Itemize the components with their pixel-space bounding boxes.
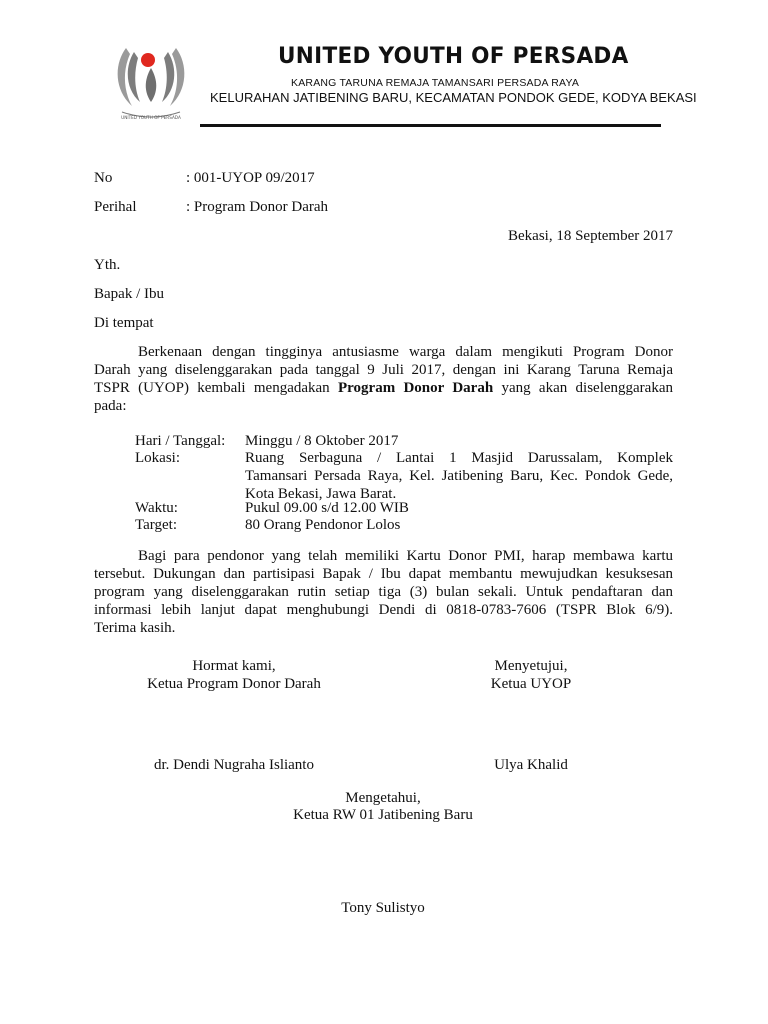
paragraph-line: Berkenaan dengan tingginya antusiasme warga dalam mengikuti Program Donor — [138, 344, 673, 360]
left-sign-title: Ketua Program Donor Darah — [147, 676, 321, 692]
org-address: KELURAHAN JATIBENING BARU, KECAMATAN PONDOK GEDE, KODYA BEKASI — [210, 90, 697, 105]
detail-value-target: 80 Orang Pendonor Lolos — [245, 517, 401, 533]
bottom-sign-name: Tony Sulistyo — [341, 900, 425, 916]
left-sign-name: dr. Dendi Nugraha Islianto — [154, 757, 314, 773]
location-line: Ruang Serbaguna / Lantai 1 Masjid Darussalam, Komplek — [245, 450, 673, 466]
org-name: UNITED YOUTH OF PERSADA — [278, 44, 629, 69]
logo-emblem-icon — [108, 40, 194, 126]
no-value: : 001-UYOP 09/2017 — [186, 170, 315, 186]
right-sign-greeting: Menyetujui, — [494, 658, 568, 674]
detail-value-location — [245, 449, 673, 503]
recipient-name: Bapak / Ibu — [94, 286, 164, 302]
svg-text:UNITED YOUTH OF PERSADA: UNITED YOUTH OF PERSADA — [121, 115, 181, 120]
paragraph-line: informasi lebih lanjut dapat menghubungi Dendi di 0818-0783-7606 (TSPR Blok 6/9). — [94, 602, 673, 618]
program-name-emphasis: Program Donor Darah — [337, 380, 494, 396]
right-sign-title: Ketua UYOP — [490, 676, 572, 692]
detail-label-date: Hari / Tanggal: — [135, 433, 226, 449]
letterhead-divider — [200, 124, 661, 127]
paragraph-line: program yang diselenggarakan rutin setiap tiga (3) bulan sekali. Untuk pendaftaran dan — [94, 584, 673, 600]
organization-logo — [108, 40, 194, 126]
paragraph-line: Bagi para pendonor yang telah memiliki Kartu Donor PMI, harap membawa kartu — [138, 548, 673, 564]
paragraph-line: Terima kasih. — [94, 620, 176, 636]
bottom-sign-title: Ketua RW 01 Jatibening Baru — [293, 807, 473, 823]
location-line: Tamansari Persada Raya, Kel. Jatibening Baru, Kec. Pondok Gede, — [245, 468, 673, 484]
org-subtitle: KARANG TARUNA REMAJA TAMANSARI PERSADA RAYA — [291, 77, 580, 89]
detail-label-location: Lokasi: — [135, 450, 180, 466]
paragraph-text: TSPR (UYOP) kembali mengadakan — [94, 380, 330, 396]
perihal-value: : Program Donor Darah — [186, 199, 329, 215]
perihal-label: Perihal — [94, 199, 137, 215]
no-label: No — [94, 170, 113, 186]
recipient-place: Di tempat — [94, 315, 154, 331]
place-date: Bekasi, 18 September 2017 — [508, 228, 673, 244]
body-paragraph-1 — [94, 343, 673, 415]
paragraph-line: Darah yang diselenggarakan pada tanggal 9 Juli 2017, dengan ini Karang Taruna Remaja — [94, 362, 673, 378]
recipient-yth: Yth. — [94, 257, 121, 273]
detail-value-time: Pukul 09.00 s/d 12.00 WIB — [245, 500, 409, 516]
location-line: Kota Bekasi, Jawa Barat. — [245, 486, 397, 502]
bottom-sign-greeting: Mengetahui, — [345, 790, 421, 806]
paragraph-line — [94, 379, 673, 397]
paragraph-text: yang akan diselenggarakan — [501, 380, 673, 396]
left-sign-greeting: Hormat kami, — [192, 658, 276, 674]
right-sign-name: Ulya Khalid — [494, 757, 568, 773]
paragraph-line: tersebut. Dukungan dan partisipasi Bapak / Ibu dapat membantu mewujudkan kesuksesan — [94, 566, 673, 582]
body-paragraph-2 — [94, 547, 673, 637]
detail-value-date: Minggu / 8 Oktober 2017 — [245, 433, 399, 449]
paragraph-line: pada: — [94, 398, 127, 414]
detail-label-target: Target: — [135, 517, 177, 533]
detail-label-time: Waktu: — [135, 500, 178, 516]
